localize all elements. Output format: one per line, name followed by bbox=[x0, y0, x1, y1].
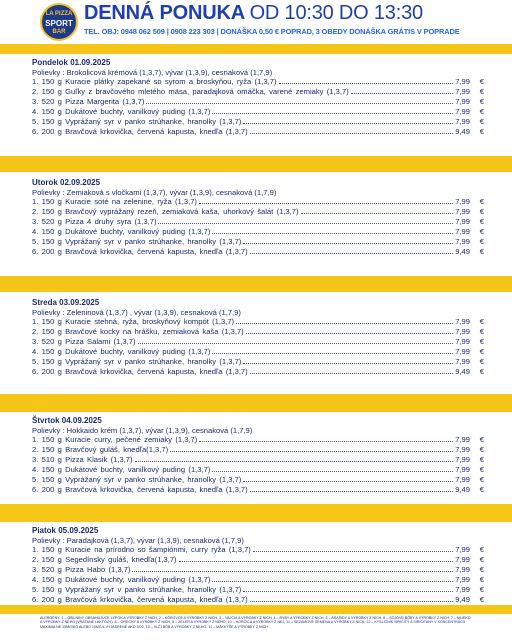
menu-item-price: 9,49 bbox=[455, 485, 470, 494]
allergens-note: ALERGÉNY: 1 – OBILNINY OBSAHUJÚCE LEPOK A VÝROBKY Z NICH, 2 – KÔROVCE A VÝROBKY Z NICH, 3 – VAJCIA A VÝROBKY Z NICH, 4 – RYBY A VÝROBKY Z NICH, 5 – ARAŠIDY A VÝROBKY Z NICH, 6 – SÓJOVÉ BÔBY A VÝROBKY Z NICH, 7 – MLIEKO A VÝROBKY Z NEHO (VRÁTANE LAKTÓZY), 8 – ORECHY A VÝROBKY Z NICH, 9 – ZELER A VÝROBKY Z NEHO, 10 – HORČICA A VÝROBKY Z NEJ, 11 – SEZAMOVÉ SEMENÁ A VÝROBKY Z NICH, 12 – KYSLIČNÍK SIRIČITÝ A SIRIČITANY V KONCENTRÁCII MAXIMÁLNE 10MG/KG ALEBO 10MG/L VYJADRENÉ AKO SO2, 13 – VLČÍ BÔB A VÝROBKY Z NEHO, 14 – MÄKKÝŠE A VÝROBKY Z NICH bbox=[40, 616, 471, 629]
menu-item-text: 5. 150 g Vyprážaný syr v panko strúhanke, hranolky (1,3,7) bbox=[32, 475, 242, 484]
header bbox=[0, 0, 512, 44]
day-heading: Štvrtok 04.09.2025 bbox=[32, 416, 102, 425]
day-heading: Pondelok 01.09.2025 bbox=[32, 58, 111, 67]
menu-item bbox=[32, 227, 484, 237]
menu-item-price: 7,99 bbox=[455, 87, 470, 96]
menu-item-price: 7,99 bbox=[455, 317, 470, 326]
currency-symbol: € bbox=[479, 337, 484, 346]
soups-line: Polievky : Zemiaková s vločkami (1,3,7), vývar (1,3,9), cesnaková (1,7,9) bbox=[32, 188, 277, 197]
menu-item-text: 1. 150 g Kuracie stehná, ryža, broskyňový kompót (1,3,7) bbox=[32, 317, 235, 326]
menu-item-price: 7,99 bbox=[455, 227, 470, 236]
menu-item bbox=[32, 455, 484, 465]
leader-dots bbox=[158, 218, 453, 224]
menu-item bbox=[32, 97, 484, 107]
menu-item-price: 7,99 bbox=[455, 197, 470, 206]
menu-item-text: 3. 520 g Pizza Margerita (1,3,7) bbox=[32, 97, 145, 106]
currency-symbol: € bbox=[479, 127, 484, 136]
menu-item-text: 6. 200 g Bravčová krkovička, červená kapusta, knedľa (1,3,7) bbox=[32, 595, 248, 604]
menu-item bbox=[32, 127, 484, 137]
leader-dots bbox=[212, 466, 453, 472]
currency-symbol: € bbox=[479, 197, 484, 206]
stripe bbox=[0, 44, 512, 54]
menu-item bbox=[32, 237, 484, 247]
menu-item-price: 7,99 bbox=[455, 97, 470, 106]
currency-symbol: € bbox=[479, 465, 484, 474]
menu-items bbox=[32, 545, 484, 605]
logo-mid-text: SPORT bbox=[45, 19, 73, 28]
day-heading: Piatok 05.09.2025 bbox=[32, 526, 99, 535]
menu-item bbox=[32, 555, 484, 565]
leader-dots bbox=[253, 546, 453, 552]
menu-item-price: 7,99 bbox=[455, 217, 470, 226]
day-block bbox=[0, 178, 512, 257]
menu-item bbox=[32, 485, 484, 495]
day-heading: Streda 03.09.2025 bbox=[32, 298, 100, 307]
menu-item bbox=[32, 317, 484, 327]
menu-item-price: 7,99 bbox=[455, 585, 470, 594]
soups-line: Polievky : Hokkaido krém (1,3,7), vývar (1,3,9), cesnaková (1,7,9) bbox=[32, 426, 253, 435]
menu-item-text: 6. 200 g Bravčová krkovička, červená kapusta, knedľa (1,3,7) bbox=[32, 485, 248, 494]
menu-item bbox=[32, 585, 484, 595]
stripe bbox=[0, 156, 512, 172]
currency-symbol: € bbox=[479, 357, 484, 366]
menu-item-text: 4. 150 g Dukátové buchty, vanilkový puding (1,3,7) bbox=[32, 575, 211, 584]
currency-symbol: € bbox=[479, 107, 484, 116]
currency-symbol: € bbox=[479, 435, 484, 444]
menu-item-price: 7,99 bbox=[455, 545, 470, 554]
menu-item bbox=[32, 465, 484, 475]
footer bbox=[0, 614, 512, 640]
stripe bbox=[0, 276, 512, 292]
menu-item-text: 2. 150 g Bravčový guláš, knedľa(1,3,7) bbox=[32, 445, 169, 454]
menu-item bbox=[32, 575, 484, 585]
menu-item-price: 7,99 bbox=[455, 77, 470, 86]
stripe bbox=[0, 394, 512, 412]
currency-symbol: € bbox=[479, 327, 484, 336]
page-title bbox=[84, 2, 423, 25]
menu-item bbox=[32, 107, 484, 117]
title-hours: OD 10:30 DO 13:30 bbox=[249, 2, 423, 24]
menu-item bbox=[32, 77, 484, 87]
leader-dots bbox=[243, 358, 453, 364]
menu-item-text: 6. 200 g Bravčová krkovička, červená kapusta, knedľa (1,3,7) bbox=[32, 127, 248, 136]
menu-item-price: 7,99 bbox=[455, 207, 470, 216]
leader-dots bbox=[250, 248, 454, 254]
logo-top-text: LA PIZZA bbox=[45, 11, 73, 17]
menu-item-price: 9,49 bbox=[455, 595, 470, 604]
leader-dots bbox=[351, 88, 454, 94]
menu-item-text: 4. 150 g Dukátové buchty, vanilkový puding (1,3,7) bbox=[32, 227, 211, 236]
menu-item bbox=[32, 217, 484, 227]
leader-dots bbox=[246, 328, 454, 334]
leader-dots bbox=[146, 98, 453, 104]
currency-symbol: € bbox=[479, 367, 484, 376]
menu-item bbox=[32, 357, 484, 367]
menu-item-text: 6. 200 g Bravčová krkovička, červená kapusta, knedľa (1,3,7) bbox=[32, 367, 248, 376]
menu-item-price: 7,99 bbox=[455, 565, 470, 574]
currency-symbol: € bbox=[479, 595, 484, 604]
leader-dots bbox=[243, 238, 453, 244]
menu-item-text: 2. 150 g Segedínsky guláš, knedľa(1,3,7) bbox=[32, 555, 177, 564]
currency-symbol: € bbox=[479, 237, 484, 246]
menu-item bbox=[32, 247, 484, 257]
menu-item-text: 5. 150 g Vyprážaný syr v panko strúhanke, hranolky (1,3,7) bbox=[32, 357, 242, 366]
menu-item bbox=[32, 117, 484, 127]
currency-symbol: € bbox=[479, 445, 484, 454]
menu-item bbox=[32, 475, 484, 485]
leader-dots bbox=[301, 208, 454, 214]
currency-symbol: € bbox=[479, 565, 484, 574]
stripe bbox=[0, 604, 512, 614]
title-bold: DENNÁ PONUKA bbox=[84, 2, 245, 24]
menu-item bbox=[32, 367, 484, 377]
leader-dots bbox=[138, 338, 454, 344]
menu-items bbox=[32, 435, 484, 495]
leader-dots bbox=[212, 228, 453, 234]
menu-item-price: 7,99 bbox=[455, 435, 470, 444]
menu-item-text: 5. 150 g Vyprážaný syr v panko strúhanke, hranolky (1,3,7) bbox=[32, 117, 242, 126]
currency-symbol: € bbox=[479, 555, 484, 564]
menu-item-text: 6. 200 g Bravčová krkovička, červená kapusta, knedľa (1,3,7) bbox=[32, 247, 248, 256]
menu-item bbox=[32, 327, 484, 337]
leader-dots bbox=[135, 456, 454, 462]
menu-item-text: 4. 150 g Dukátové buchty, vanilkový puding (1,3,7) bbox=[32, 465, 211, 474]
menu-item-price: 7,99 bbox=[455, 117, 470, 126]
soups-line: Polievky : Brokolicová krémová (1,3,7), vývar (1,3,9), cesnaková (1,7,9) bbox=[32, 68, 273, 77]
menu-item bbox=[32, 197, 484, 207]
menu-item-price: 7,99 bbox=[455, 445, 470, 454]
soups-line: Polievky : Paradajková (1,3,7), vývar (1,3,9), cesnaková (1,7,9) bbox=[32, 536, 244, 545]
menu-item bbox=[32, 435, 484, 445]
currency-symbol: € bbox=[479, 585, 484, 594]
menu-item-price: 7,99 bbox=[455, 237, 470, 246]
menu-item-text: 1. 150 g Kuracie curry, pečené zemiaky (1,3,7) bbox=[32, 435, 198, 444]
menu-item-text: 1. 150 g Kuracie plátky zapekané so syrom a broskyňou, ryža (1,3,7) bbox=[32, 77, 277, 86]
menu-item-price: 7,99 bbox=[455, 347, 470, 356]
menu-item bbox=[32, 565, 484, 575]
menu-item bbox=[32, 595, 484, 605]
menu-item bbox=[32, 337, 484, 347]
leader-dots bbox=[243, 476, 453, 482]
leader-dots bbox=[132, 566, 453, 572]
leader-dots bbox=[250, 486, 454, 492]
currency-symbol: € bbox=[479, 87, 484, 96]
currency-symbol: € bbox=[479, 575, 484, 584]
menu-item-text: 2. 150 g Bravčové kocky na hrášku, zemiaková kaša (1,3,7) bbox=[32, 327, 244, 336]
currency-symbol: € bbox=[479, 455, 484, 464]
menu-item-price: 7,99 bbox=[455, 575, 470, 584]
currency-symbol: € bbox=[479, 207, 484, 216]
menu-item-text: 1. 150 g Kuracie soté na zelenine, ryža (1,3,7) bbox=[32, 197, 197, 206]
menu-item-text: 4. 150 g Dukátové buchty, vanilkový puding (1,3,7) bbox=[32, 107, 211, 116]
currency-symbol: € bbox=[479, 217, 484, 226]
menu-item-price: 9,49 bbox=[455, 247, 470, 256]
menu-item-price: 7,99 bbox=[455, 107, 470, 116]
menu-item-price: 7,99 bbox=[455, 337, 470, 346]
currency-symbol: € bbox=[479, 227, 484, 236]
menu-item bbox=[32, 545, 484, 555]
menu-items bbox=[32, 317, 484, 377]
menu-item-price: 9,49 bbox=[455, 127, 470, 136]
menu-item-text: 4. 150 g Dukátové buchty, vanilkový puding (1,3,7) bbox=[32, 347, 211, 356]
leader-dots bbox=[212, 576, 453, 582]
currency-symbol: € bbox=[479, 317, 484, 326]
menu-item-text: 1. 150 g Kuracie na prírodno so šampiónmi, curry ryža (1,3,7) bbox=[32, 545, 251, 554]
menu-item-price: 7,99 bbox=[455, 357, 470, 366]
day-block bbox=[0, 526, 512, 605]
menu-item-text: 2. 150 g Bravčový vyprážaný rezeň, zemiaková kaša, uhorkový šalát (1,3,7) bbox=[32, 207, 299, 216]
menu-items bbox=[32, 77, 484, 137]
menu-item-price: 7,99 bbox=[455, 327, 470, 336]
leader-dots bbox=[236, 318, 453, 324]
menu-item-text: 3. 520 g Pizza Salami (1,3,7) bbox=[32, 337, 136, 346]
currency-symbol: € bbox=[479, 77, 484, 86]
currency-symbol: € bbox=[479, 475, 484, 484]
logo bbox=[40, 3, 78, 41]
menu-item-text: 5. 150 g Vyprážaný syr v panko strúhanke, hranolky (1,3,7) bbox=[32, 237, 242, 246]
day-block bbox=[0, 58, 512, 137]
menu-item-text: 5. 150 g Vyprážaný syr v panko strúhanke, hranolky (1,3,7) bbox=[32, 585, 242, 594]
leader-dots bbox=[250, 596, 454, 602]
menu-item-text: 3. 510 g Pizza Klasik (1,3,7) bbox=[32, 455, 133, 464]
menu-item-price: 9,49 bbox=[455, 367, 470, 376]
contact-line: TEL. OBJ: 0948 062 509 | 0908 223 303 | DONÁŠKA 0,50 € POPRAD, 3 OBEDY DONÁŠKA GRÁTIS V POPRADE bbox=[84, 27, 460, 36]
leader-dots bbox=[250, 368, 454, 374]
leader-dots bbox=[212, 348, 453, 354]
menu-item-text: 3. 520 g Pizza 4 druhy syra (1,3,7) bbox=[32, 217, 157, 226]
leader-dots bbox=[279, 78, 454, 84]
currency-symbol: € bbox=[479, 117, 484, 126]
leader-dots bbox=[199, 198, 453, 204]
currency-symbol: € bbox=[479, 347, 484, 356]
logo-bottom-text: BAR bbox=[52, 29, 66, 35]
day-block bbox=[0, 416, 512, 495]
stripe bbox=[0, 504, 512, 522]
currency-symbol: € bbox=[479, 485, 484, 494]
currency-symbol: € bbox=[479, 247, 484, 256]
soups-line: Polievky : Zeleninová (1,3,7) , vývar (1,3,9), cesnaková (1,7,9) bbox=[32, 308, 241, 317]
leader-dots bbox=[250, 128, 454, 134]
menu-item-price: 7,99 bbox=[455, 455, 470, 464]
menu-items bbox=[32, 197, 484, 257]
menu-item bbox=[32, 87, 484, 97]
menu-item-price: 7,99 bbox=[455, 465, 470, 474]
leader-dots bbox=[243, 118, 453, 124]
menu-item bbox=[32, 445, 484, 455]
currency-symbol: € bbox=[479, 545, 484, 554]
menu-item-text: 2. 150 g Guľky z bravčového mletého mäsa, paradajková omáčka, varené zemiaky (1,3,7) bbox=[32, 87, 349, 96]
currency-symbol: € bbox=[479, 97, 484, 106]
leader-dots bbox=[243, 586, 453, 592]
menu-item bbox=[32, 207, 484, 217]
day-heading: Utorok 02.09.2025 bbox=[32, 178, 101, 187]
leader-dots bbox=[179, 556, 454, 562]
menu-item-price: 7,99 bbox=[455, 555, 470, 564]
leader-dots bbox=[170, 446, 453, 452]
menu-item bbox=[32, 347, 484, 357]
leader-dots bbox=[199, 436, 453, 442]
day-block bbox=[0, 298, 512, 377]
menu-item-text: 3. 520 g Pizza Habo (1,3,7) bbox=[32, 565, 131, 574]
leader-dots bbox=[212, 108, 453, 114]
menu-item-price: 7,99 bbox=[455, 475, 470, 484]
